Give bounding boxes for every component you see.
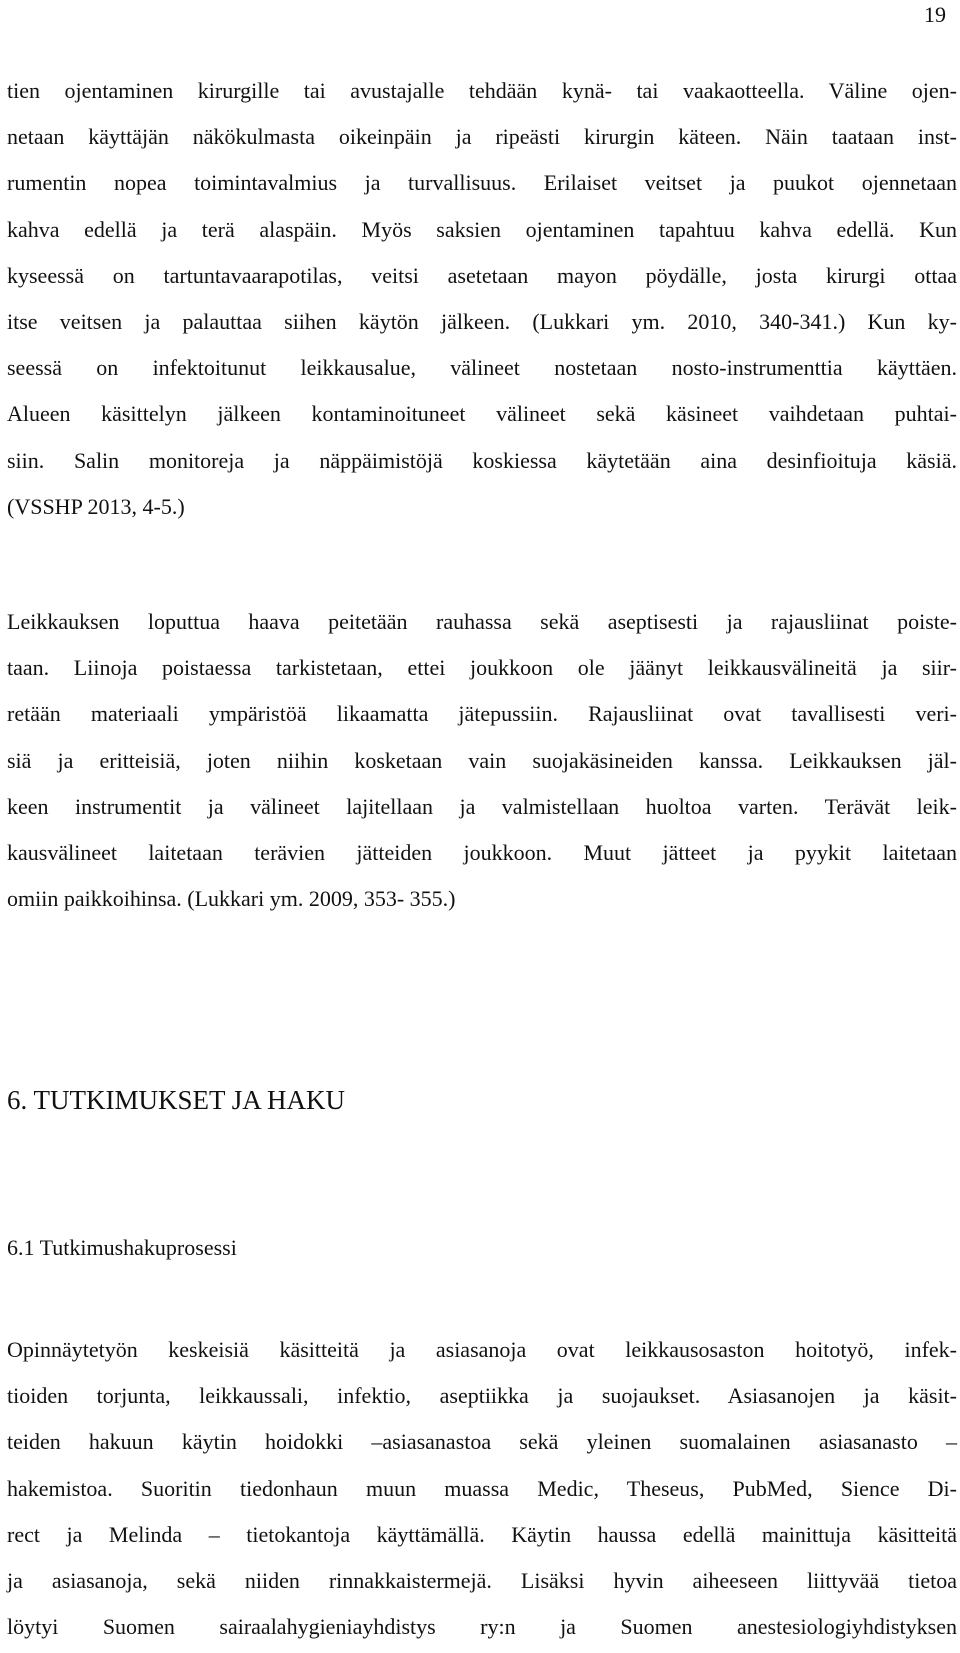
text-line: siä ja eritteisiä, joten niihin kosketaan vain suojakäsineiden kanssa. Leikkauksen jäl- xyxy=(7,747,957,773)
text-line: tioiden torjunta, leikkaussali, infektio, aseptiikka ja suojaukset. Asiasanojen ja käsit- xyxy=(7,1383,957,1409)
text-line: taan. Liinoja poistaessa tarkistetaan, ettei joukkoon ole jäänyt leikkausvälineitä ja siir- xyxy=(7,655,957,681)
text-line: teiden hakuun käytin hoidokki –asiasanastoa sekä yleinen suomalainen asiasanasto – xyxy=(7,1429,957,1455)
text-line: hakemistoa. Suoritin tiedonhaun muun muassa Medic, Theseus, PubMed, Sience Di- xyxy=(7,1475,957,1501)
text-line: kausvälineet laitetaan terävien jätteiden joukkoon. Muut jätteet ja pyykit laitetaan xyxy=(7,840,957,866)
text-line: tien ojentaminen kirurgille tai avustajalle tehdään kynä- tai vaakaotteella. Väline ojen- xyxy=(7,78,957,103)
text-line: itse veitsen ja palauttaa siihen käytön jälkeen. (Lukkari ym. 2010, 340-341.) Kun ky- xyxy=(7,309,957,335)
text-line: seessä on infektoitunut leikkausalue, välineet nostetaan nosto-instrumenttia käyttäen. xyxy=(7,355,957,381)
text-line: kahva edellä ja terä alaspäin. Myös saksien ojentaminen tapahtuu kahva edellä. Kun xyxy=(7,216,957,242)
text-line: omiin paikkoihinsa. (Lukkari ym. 2009, 353- 355.) xyxy=(7,886,456,912)
body-paragraph-1 xyxy=(7,68,957,530)
text-line: keen instrumentit ja välineet lajitellaan ja valmistellaan huoltoa varten. Terävät leik- xyxy=(7,793,957,819)
text-line: (VSSHP 2013, 4-5.) xyxy=(7,493,185,519)
page-number: 19 xyxy=(924,2,946,27)
text-line: netaan käyttäjän näkökulmasta oikeinpäin ja ripeästi kirurgin käteen. Näin taataan inst- xyxy=(7,124,957,150)
body-paragraph-2 xyxy=(7,599,957,922)
text-line: Leikkauksen loputtua haava peitetään rauhassa sekä aseptisesti ja rajausliinat poiste- xyxy=(7,609,957,634)
text-line: rect ja Melinda – tietokantoja käyttämällä. Käytin haussa edellä mainittuja käsitteitä xyxy=(7,1521,957,1547)
text-line: Opinnäytetyön keskeisiä käsitteitä ja asiasanoja ovat leikkausosaston hoitotyö, infek- xyxy=(7,1337,957,1362)
body-paragraph-3 xyxy=(7,1327,957,1650)
text-line: löytyi Suomen sairaalahygieniayhdistys ry:n ja Suomen anestesiologiyhdistyksen xyxy=(7,1614,957,1640)
chapter-heading: 6. TUTKIMUKSET JA HAKU xyxy=(7,1085,346,1115)
section-heading: 6.1 Tutkimushakuprosessi xyxy=(7,1235,237,1260)
text-line: retään materiaali ympäristöä likaamatta jätepussiin. Rajausliinat ovat tavallisesti veri- xyxy=(7,701,957,727)
text-line: Alueen käsittelyn jälkeen kontaminoituneet välineet sekä käsineet vaihdetaan puhtai- xyxy=(7,401,957,427)
text-line: siin. Salin monitoreja ja näppäimistöjä koskiessa käytetään aina desinfioituja käsiä. xyxy=(7,447,957,473)
text-line: ja asiasanoja, sekä niiden rinnakkaistermejä. Lisäksi hyvin aiheeseen liittyvää tietoa xyxy=(7,1568,957,1594)
text-line: rumentin nopea toimintavalmius ja turvallisuus. Erilaiset veitset ja puukot ojennetaan xyxy=(7,170,957,196)
text-line: kyseessä on tartuntavaarapotilas, veitsi asetetaan mayon pöydälle, josta kirurgi ottaa xyxy=(7,262,957,288)
